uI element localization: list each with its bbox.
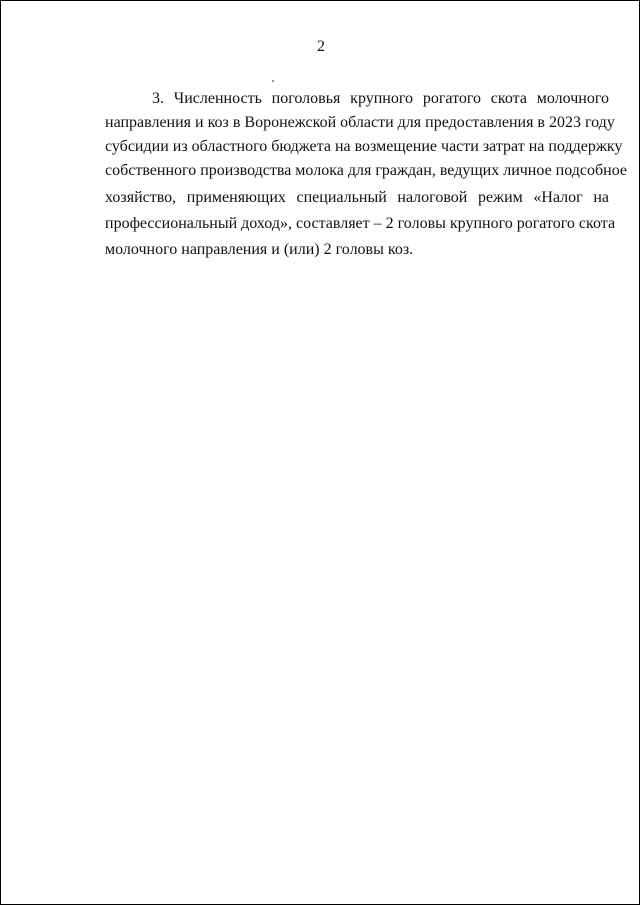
paragraph-line-7: молочного направления и (или) 2 головы коз. [105, 241, 414, 258]
page-number: 2 [317, 38, 325, 55]
scan-speck [272, 80, 274, 82]
paragraph-line-4: собственного производства молока для граждан, ведущих личное подсобное [105, 162, 628, 179]
paragraph-line-3: субсидии из областного бюджета на возмещение части затрат на поддержку [105, 138, 623, 155]
paragraph-line-5: хозяйство, применяющих специальный налоговой режим «Налог на [105, 189, 609, 206]
paragraph-line-6: профессиональный доход», составляет – 2 головы крупного рогатого скота [105, 215, 616, 232]
paragraph-line-2: направления и коз в Воронежской области для предоставления в 2023 году [105, 114, 615, 131]
paragraph-line-1: 3. Численность поголовья крупного рогатого скота молочного [152, 90, 609, 107]
